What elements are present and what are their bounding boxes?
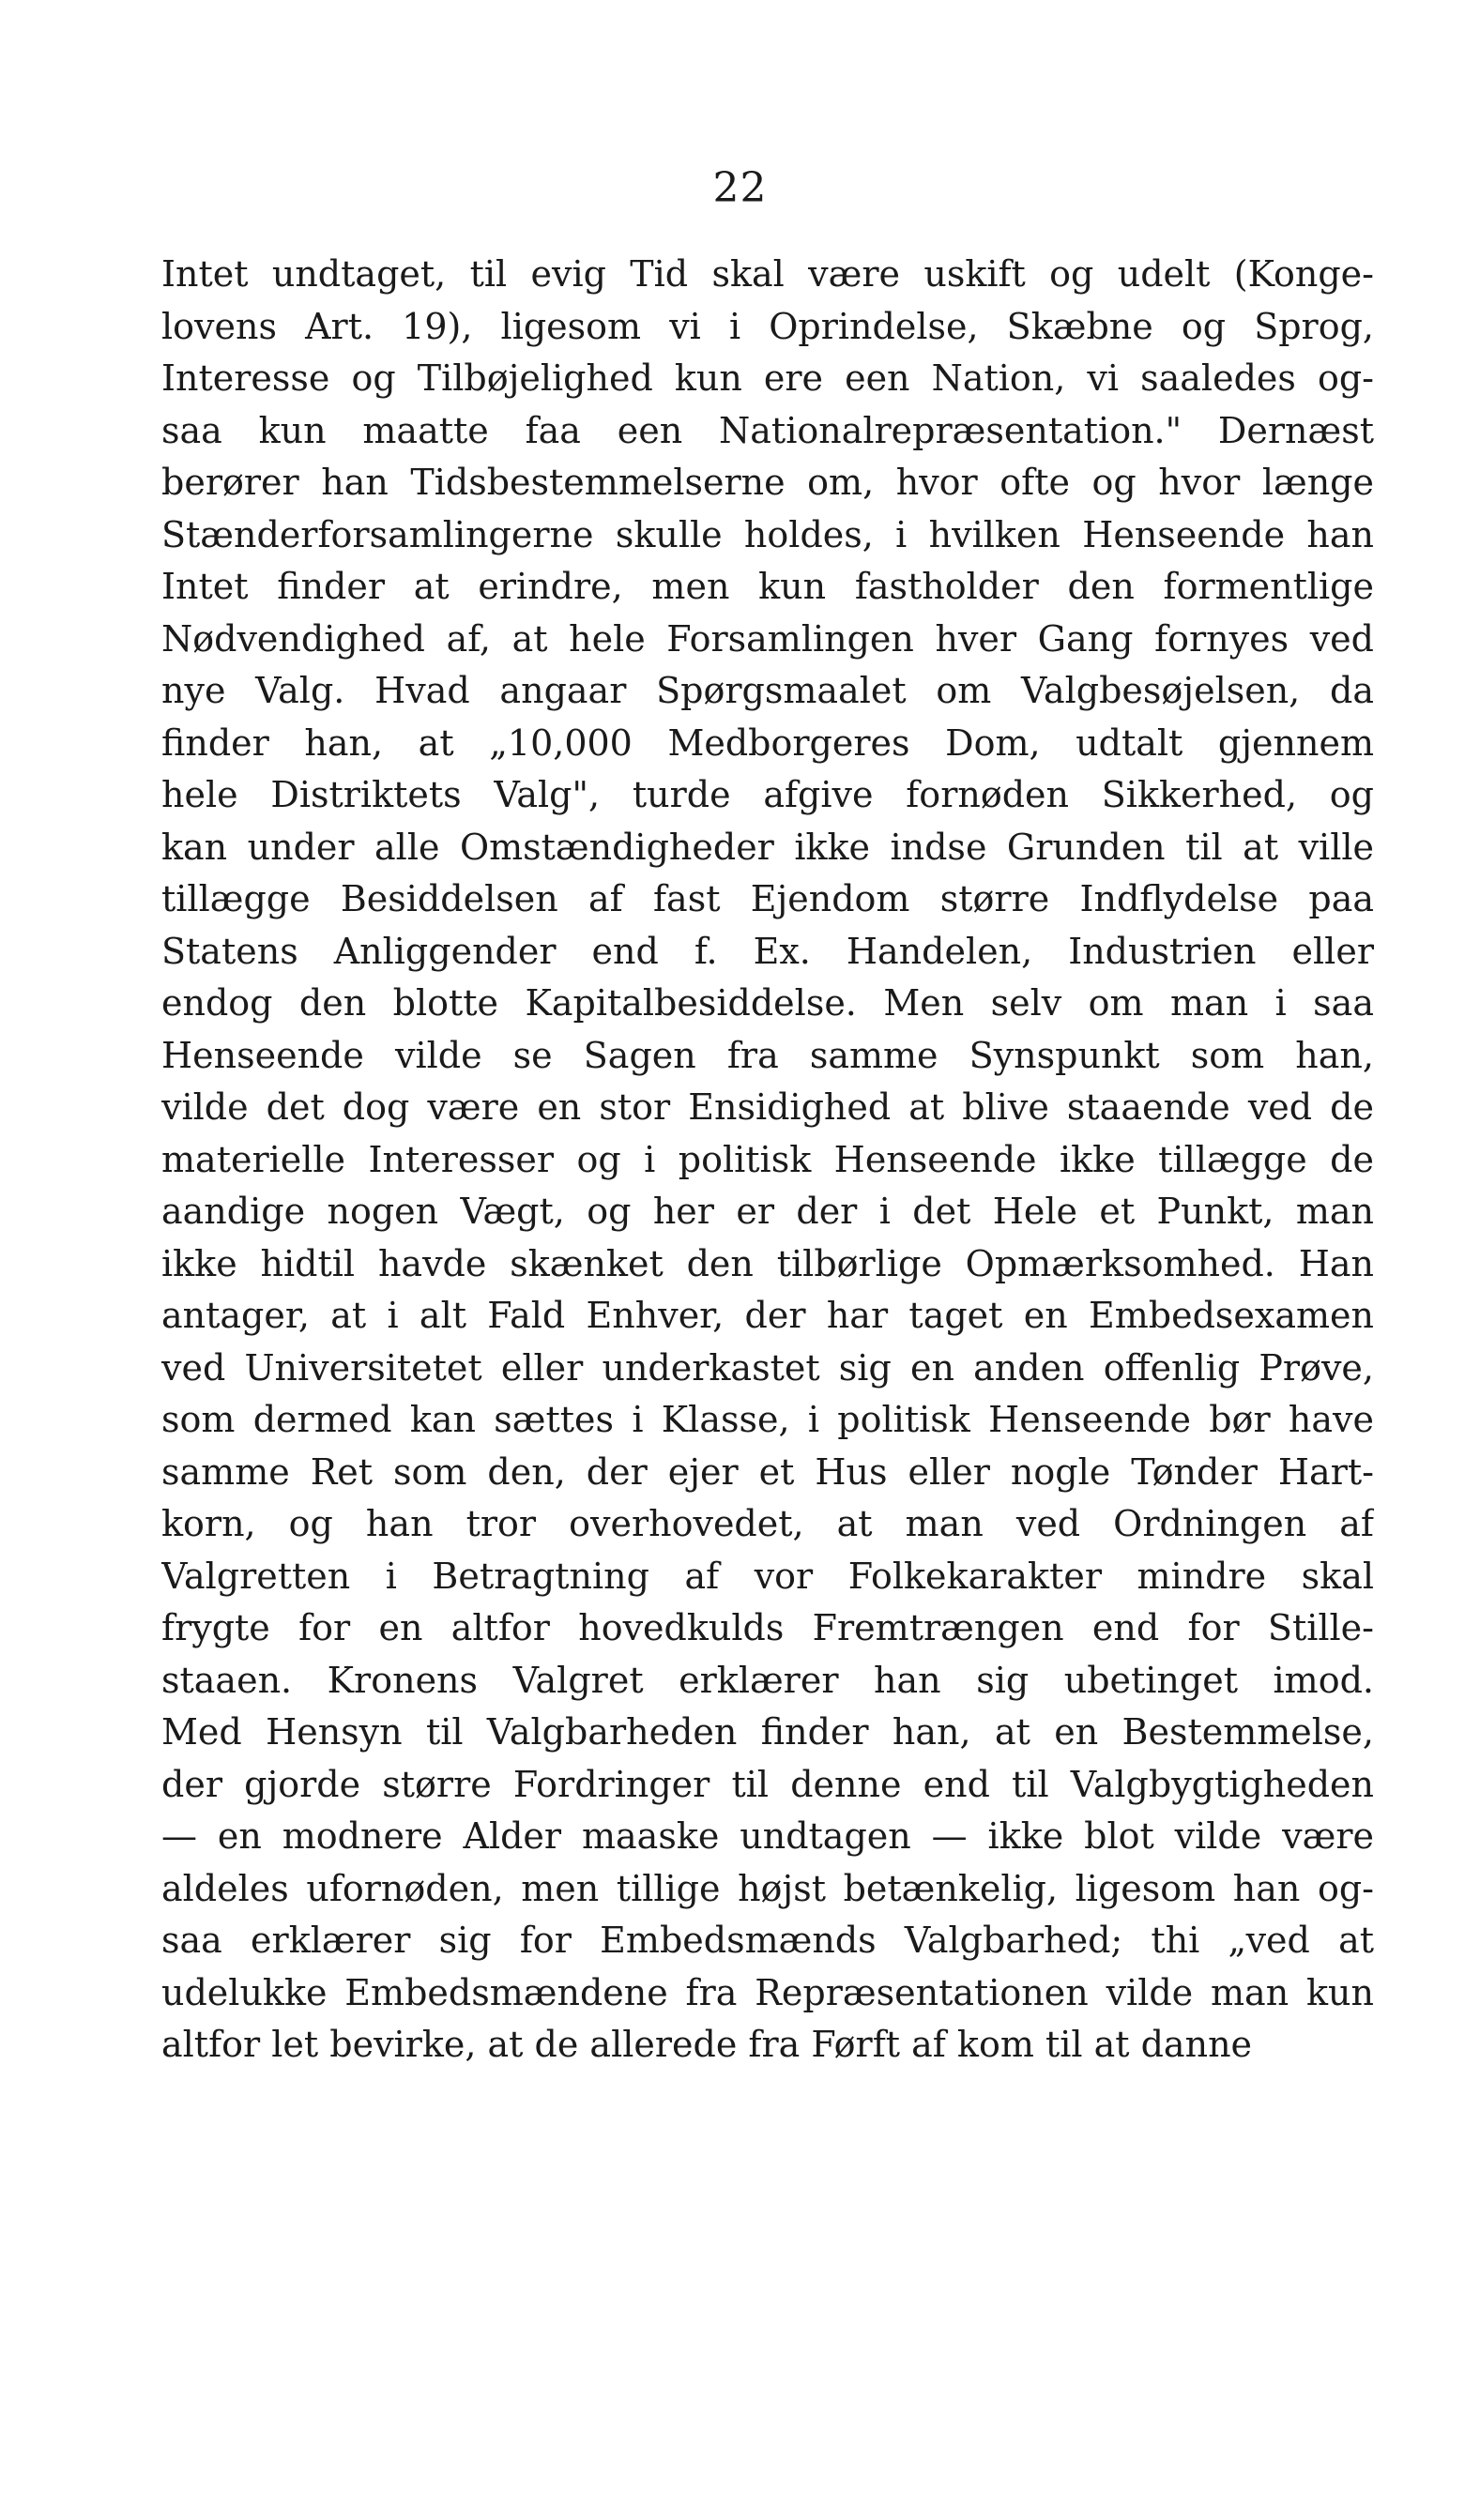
text-line: Statens Anliggender end f. Ex. Handelen, Industrien eller bbox=[161, 930, 1374, 972]
text-line: samme Ret som den, der ejer et Hus eller nogle Tønder Hart- bbox=[161, 1450, 1374, 1493]
text-line: ved Universitetet eller underkastet sig en anden offenlig Prøve, bbox=[161, 1346, 1374, 1389]
text-line: Stænderforsamlingerne skulle holdes, i hvilken Henseende han bbox=[161, 513, 1374, 555]
text-line: kan under alle Omstændigheder ikke indse Grunden til at ville bbox=[161, 826, 1374, 868]
text-line: ikke hidtil havde skænket den tilbørlige Opmærksomhed. Han bbox=[161, 1242, 1374, 1284]
text-line: tillægge Besiddelsen af fast Ejendom større Indflydelse paa bbox=[161, 878, 1374, 919]
text-line: Interesse og Tilbøjelighed kun ere een Nation, vi saaledes og- bbox=[161, 357, 1374, 399]
text-line: staaen. Kronens Valgret erklærer han sig ubetinget imod. bbox=[161, 1659, 1374, 1701]
text-line: Intet undtaget, til evig Tid skal være uskift og udelt (Konge- bbox=[161, 253, 1374, 295]
text-line: hele Distriktets Valg", turde afgive fornøden Sikkerhed, og bbox=[161, 774, 1374, 815]
text-line: der gjorde større Fordringer til denne end til Valgbygtigheden bbox=[161, 1763, 1374, 1805]
text-line: finder han, at „10,000 Medborgeres Dom, udtalt gjennem bbox=[161, 721, 1374, 764]
text-line: udelukke Embedsmændene fra Repræsentationen vilde man kun bbox=[161, 1971, 1374, 2013]
text-line: altfor let bevirke, at de allerede fra Førft af kom til at danne bbox=[161, 2024, 1253, 2065]
text-line: aldeles ufornøden, men tillige højst betænkelig, ligesom han og- bbox=[161, 1867, 1374, 1909]
text-line: korn, og han tror overhovedet, at man ved Ordningen af bbox=[161, 1503, 1374, 1544]
text-line: — en modnere Alder maaske undtagen — ikke blot vilde være bbox=[161, 1815, 1374, 1857]
text-line: Nødvendighed af, at hele Forsamlingen hver Gang fornyes ved bbox=[161, 617, 1374, 660]
text-line: materielle Interesser og i politisk Henseende ikke tillægge de bbox=[161, 1138, 1374, 1180]
text-line: saa erklærer sig for Embedsmænds Valgbarhed; thi „ved at bbox=[161, 1920, 1374, 1961]
text-line: som dermed kan sættes i Klasse, i politisk Henseende bør have bbox=[161, 1399, 1374, 1440]
text-line: Intet finder at erindre, men kun fastholder den formentlige bbox=[161, 566, 1374, 607]
text-line: vilde det dog være en stor Ensidighed at blive staaende ved de bbox=[161, 1086, 1374, 1128]
text-line: saa kun maatte faa een Nationalrepræsentation." Dernæst bbox=[161, 409, 1374, 451]
page-number: 22 bbox=[712, 164, 768, 212]
text-line: Med Hensyn til Valgbarheden finder han, at en Bestemmelse, bbox=[161, 1711, 1374, 1753]
text-line: frygte for en altfor hovedkulds Fremtrængen end for Stille- bbox=[161, 1607, 1374, 1648]
text-line: berører han Tidsbestemmelserne om, hvor ofte og hvor længe bbox=[161, 462, 1374, 503]
text-line: aandige nogen Vægt, og her er der i det Hele et Punkt, man bbox=[161, 1191, 1374, 1232]
text-line: antager, at i alt Fald Enhver, der har taget en Embedsexamen bbox=[161, 1295, 1374, 1336]
text-line: lovens Art. 19), ligesom vi i Oprindelse, Skæbne og Sprog, bbox=[161, 305, 1374, 347]
body-text bbox=[161, 249, 1374, 2072]
text-line: endog den blotte Kapitalbesiddelse. Men selv om man i saa bbox=[161, 982, 1374, 1024]
text-line: Henseende vilde se Sagen fra samme Synspunkt som han, bbox=[161, 1034, 1374, 1076]
text-line: nye Valg. Hvad angaar Spørgsmaalet om Valgbesøjelsen, da bbox=[161, 670, 1374, 711]
text-line: Valgretten i Betragtning af vor Folkekarakter mindre skal bbox=[161, 1555, 1374, 1597]
